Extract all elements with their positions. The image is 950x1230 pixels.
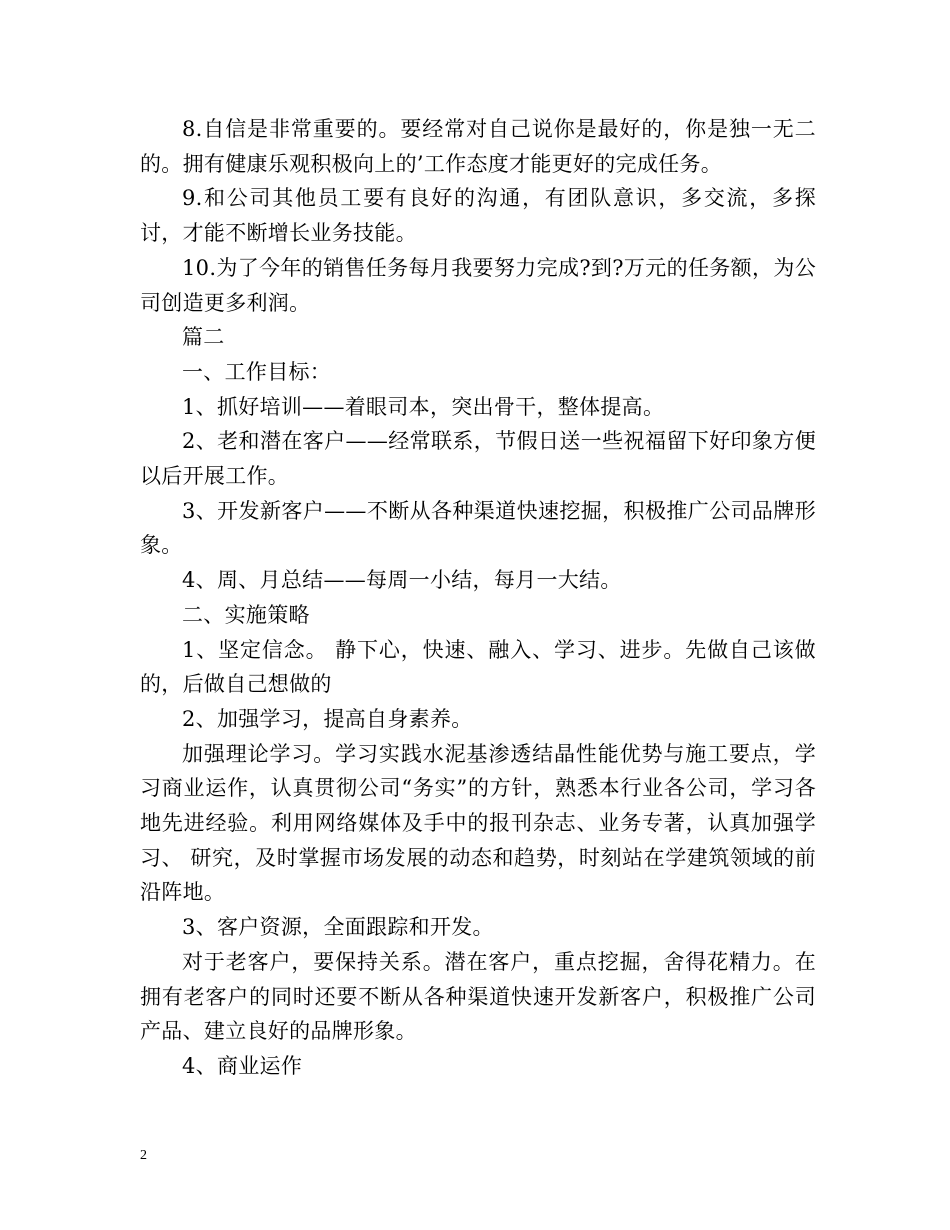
strategy-item-belief: 1、坚定信念。 静下心，快速、融入、学习、进步。先做自己该做的，后做自己想做的 (140, 637, 816, 697)
goal-item-training: 1、抓好培训——着眼司本，突出骨干，整体提高。 (182, 394, 665, 419)
section-heading-work-goals: 一、工作目标： (182, 359, 332, 384)
strategy-item-business-operation: 4、商业运作 (182, 1053, 303, 1078)
goal-item-summaries: 4、周、月总结——每周一小结，每月一大结。 (182, 568, 622, 593)
paragraph-item-10: 10.为了今年的销售任务每月我要努力完成?到?万元的任务额，为公司创造更多利润。 (140, 255, 816, 315)
paragraph-item-9: 9.和公司其他员工要有良好的沟通，有团队意识，多交流，多探讨，才能不断增长业务技能。 (140, 186, 816, 246)
section-heading-part-two: 篇二 (182, 325, 225, 350)
document-body (140, 112, 816, 1084)
goal-item-existing-clients: 2、老和潜在客户——经常联系，节假日送一些祝福留下好印象方便以后开展工作。 (140, 429, 816, 489)
strategy-learning-detail: 加强理论学习。学习实践水泥基渗透结晶性能优势与施工要点，学习商业运作，认真贯彻公司“务实”的方针，熟悉本行业各公司，学习各地先进经验。利用网络媒体及手中的报刊杂志、业务专著，认真加强学习、 研究，及时掌握市场发展的动态和趋势，时刻站在学建筑领域的前沿阵地。 (140, 741, 816, 905)
strategy-item-learning: 2、加强学习，提高自身素养。 (182, 706, 473, 731)
section-heading-strategy: 二、实施策略 (182, 602, 310, 627)
strategy-client-detail: 对于老客户，要保持关系。潜在客户，重点挖掘，舍得花精力。在拥有老客户的同时还要不断从各种渠道快速开发新客户，积极推广公司产品、建立良好的品牌形象。 (140, 949, 816, 1044)
paragraph-item-8: 8.自信是非常重要的。要经常对自己说你是最好的，你是独一无二的。拥有健康乐观积极向上的’工作态度才能更好的完成任务。 (140, 117, 816, 176)
strategy-item-client-resources: 3、客户资源，全面跟踪和开发。 (182, 915, 494, 940)
page-number: 2 (140, 1148, 147, 1163)
goal-item-new-clients: 3、开发新客户——不断从各种渠道快速挖掘，积极推广公司品牌形象。 (140, 498, 816, 558)
